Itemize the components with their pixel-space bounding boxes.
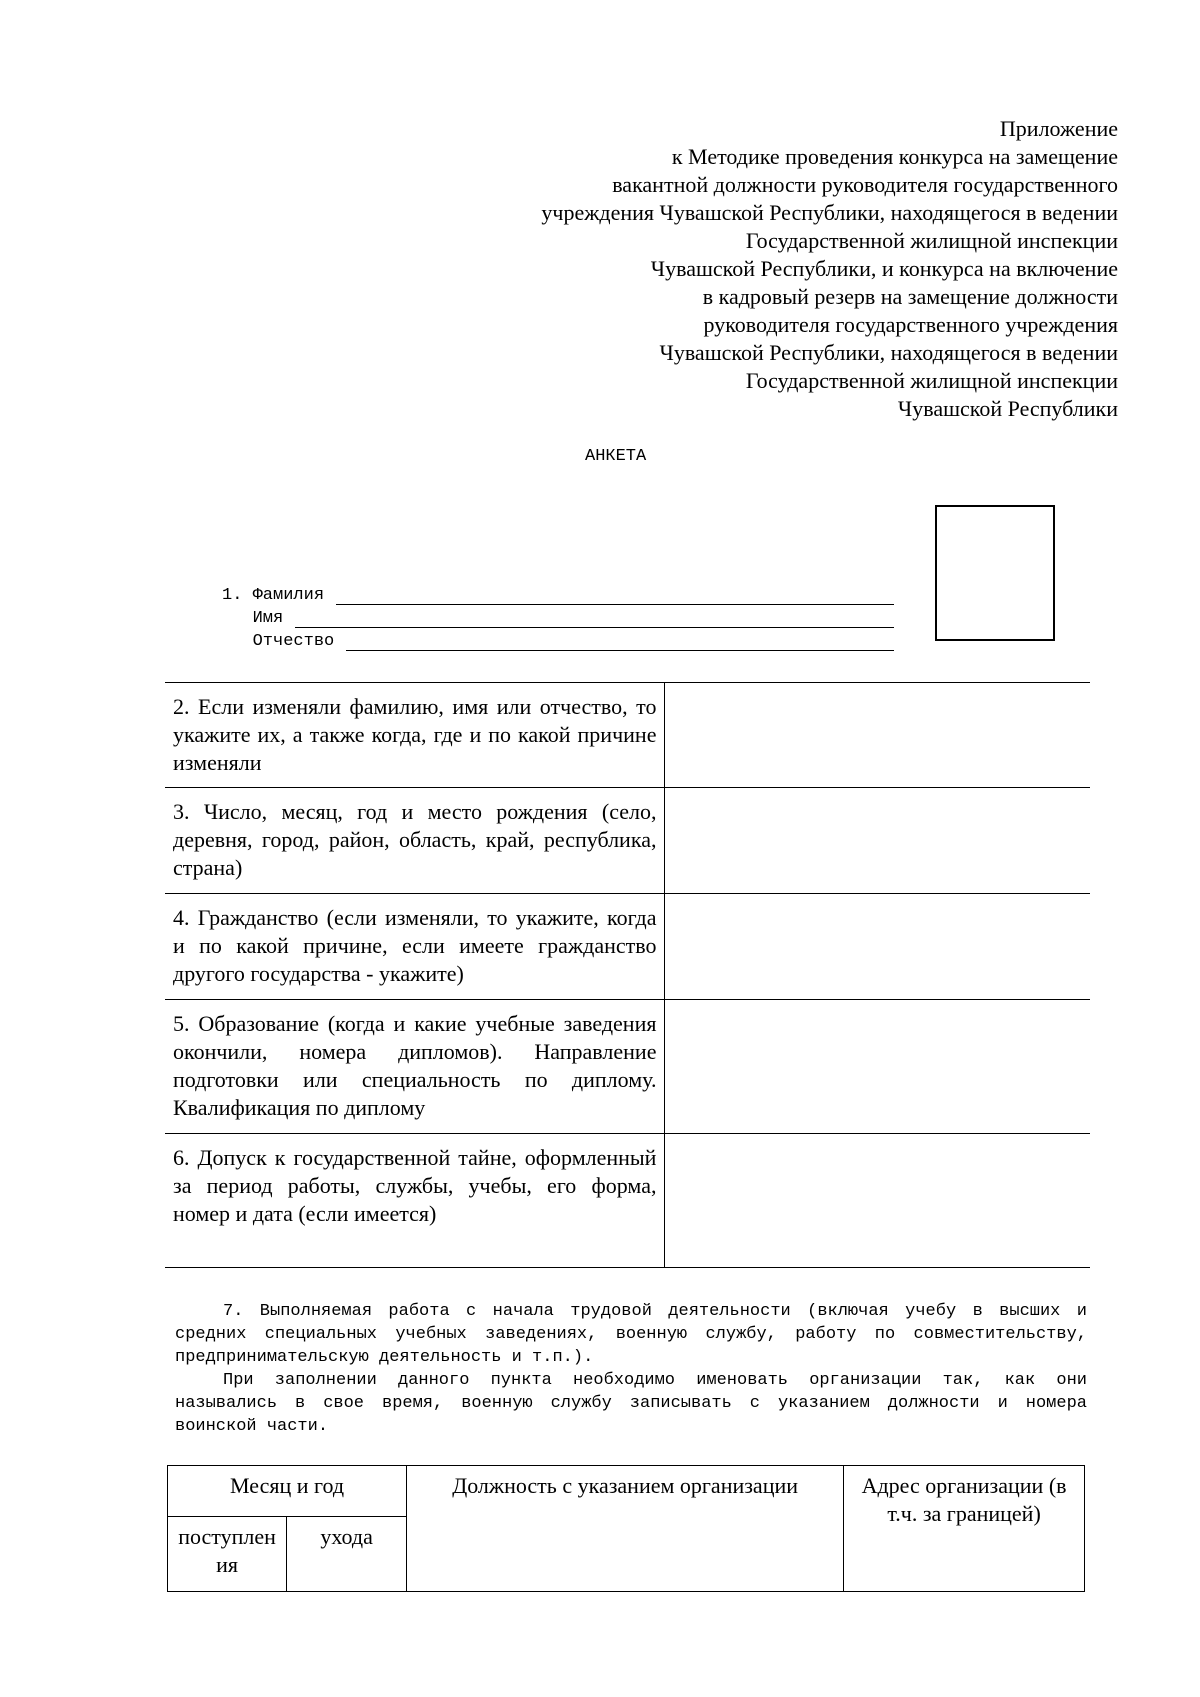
questionnaire-table (165, 682, 1090, 1268)
table-row (165, 683, 1090, 788)
first-name-field[interactable] (295, 610, 894, 628)
table-row (165, 788, 1090, 894)
header-line: к Методике проведения конкурса на замещение (671, 144, 1118, 169)
header-line: руководителя государственного учреждения (703, 312, 1118, 337)
header-line: Государственной жилищной инспекции (745, 228, 1118, 253)
table-row (165, 1000, 1090, 1134)
item-7-instructions (175, 1300, 1087, 1438)
header-line: учреждения Чувашской Республики, находящегося в ведении (541, 200, 1118, 225)
header-line: Приложение (999, 116, 1118, 141)
month-year-header: Месяц и год (168, 1466, 407, 1517)
table-row (165, 894, 1090, 1000)
position-header: Должность с указанием организации (407, 1466, 844, 1592)
header-line: Чувашской Республики, находящегося в ведении (659, 340, 1118, 365)
question-cell: 2. Если изменяли фамилию, имя или отчество, то укажите их, а также когда, где и по какой причине изменяли (165, 683, 665, 788)
question-cell: 3. Число, месяц, год и место рождения (село, деревня, город, район, область, край, республика, страна) (165, 788, 665, 894)
patronymic-label: Отчество (222, 632, 335, 651)
answer-cell[interactable] (665, 683, 1090, 788)
header-line: Чувашской Республики (897, 396, 1118, 421)
end-header: ухода (287, 1517, 407, 1592)
answer-cell[interactable] (665, 1134, 1090, 1268)
question-cell: 5. Образование (когда и какие учебные заведения окончили, номера дипломов). Направление подготовки или специальность по диплому. Квалификация по диплому (165, 1000, 665, 1134)
surname-row (222, 582, 894, 605)
photo-placeholder (935, 505, 1055, 641)
answer-cell[interactable] (665, 788, 1090, 894)
form-title: АНКЕТА (585, 447, 647, 466)
first-name-row (222, 605, 894, 628)
answer-cell[interactable] (665, 894, 1090, 1000)
name-fields (222, 582, 894, 651)
surname-field[interactable] (336, 587, 894, 605)
patronymic-field[interactable] (346, 633, 894, 651)
header-line: вакантной должности руководителя государственного (612, 172, 1118, 197)
surname-label: 1. Фамилия (222, 586, 325, 605)
header-line: Государственной жилищной инспекции (745, 368, 1118, 393)
answer-cell[interactable] (665, 1000, 1090, 1134)
item-7-paragraph: При заполнении данного пункта необходимо именовать организации так, как они назывались в свое время, военную службу записывать с указанием должности и номера воинской части. (175, 1371, 1087, 1436)
appendix-header (418, 115, 1118, 423)
table-header-row (168, 1466, 1085, 1517)
header-line: в кадровый резерв на замещение должности (702, 284, 1118, 309)
item-7-paragraph: 7. Выполняемая работа с начала трудовой деятельности (включая учебу в высших и средних специальных учебных заведениях, военную службу, работу по совместительству, предпринимательскую деятельность и т.п.). (175, 1302, 1087, 1367)
work-history-table (167, 1465, 1085, 1592)
patronymic-row (222, 628, 894, 651)
header-line: Чувашской Республики, и конкурса на включение (650, 256, 1118, 281)
first-name-label: Имя (222, 609, 284, 628)
question-cell: 6. Допуск к государственной тайне, оформленный за период работы, службы, учебы, его форма, номер и дата (если имеется) (165, 1134, 665, 1268)
table-row (165, 1134, 1090, 1268)
start-header: поступления (168, 1517, 287, 1592)
address-header: Адрес организации (в т.ч. за границей) (844, 1466, 1085, 1592)
question-cell: 4. Гражданство (если изменяли, то укажите, когда и по какой причине, если имеете гражданство другого государства - укажите) (165, 894, 665, 1000)
